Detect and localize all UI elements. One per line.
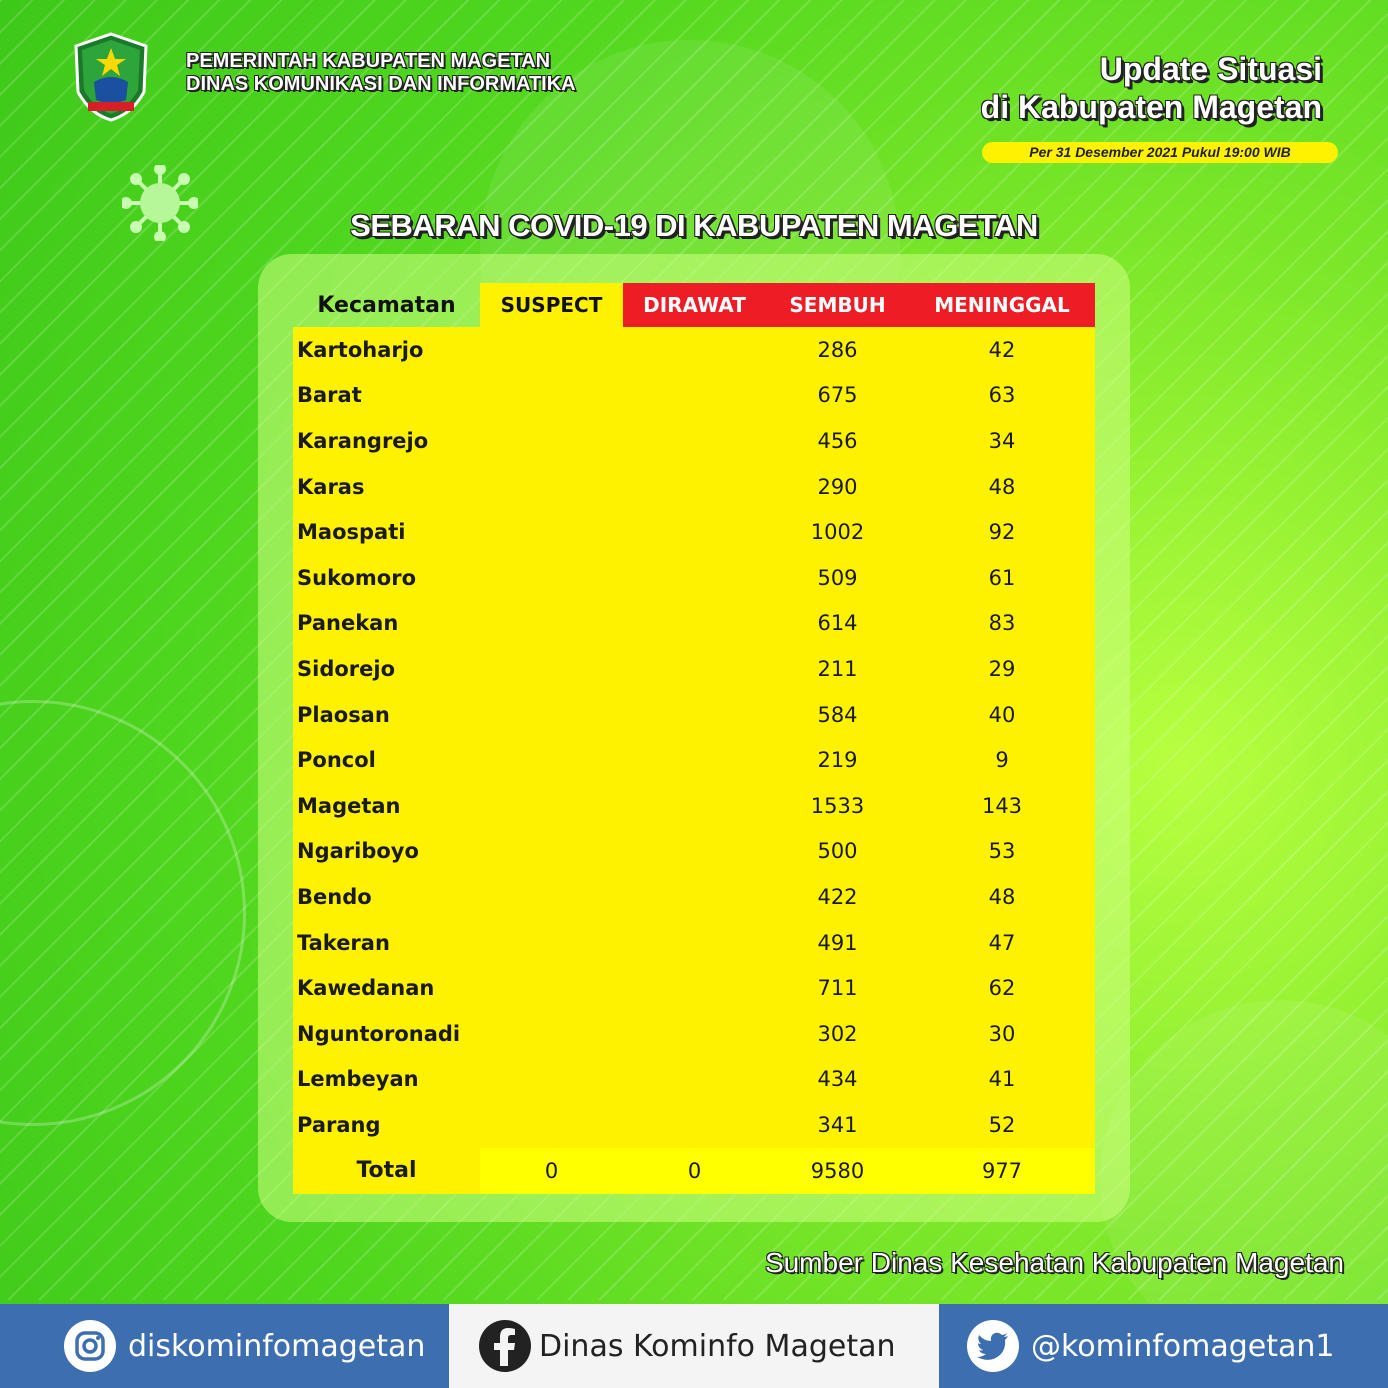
cell-suspect <box>480 829 623 875</box>
cell-meninggal: 48 <box>909 464 1095 510</box>
cell-dirawat <box>623 737 766 783</box>
cell-sembuh: 302 <box>766 1011 909 1057</box>
cell-suspect <box>480 601 623 647</box>
twitter-icon <box>967 1320 1019 1372</box>
table-row <box>293 920 1095 966</box>
cell-sembuh: 675 <box>766 373 909 419</box>
cell-sembuh: 509 <box>766 555 909 601</box>
cell-kecamatan: Ngariboyo <box>293 829 480 875</box>
org-line-1: PEMERINTAH KABUPATEN MAGETAN <box>186 50 551 72</box>
cell-suspect <box>480 1011 623 1057</box>
cell-meninggal: 9 <box>909 737 1095 783</box>
cell-meninggal: 29 <box>909 646 1095 692</box>
cell-meninggal: 30 <box>909 1011 1095 1057</box>
cell-sembuh: 456 <box>766 418 909 464</box>
cell-sembuh: 614 <box>766 601 909 647</box>
cell-suspect <box>480 965 623 1011</box>
facebook-icon <box>479 1320 531 1372</box>
cell-kecamatan: Sukomoro <box>293 555 480 601</box>
cell-dirawat <box>623 1057 766 1103</box>
update-heading <box>981 50 1322 126</box>
facebook-page-name: Dinas Kominfo Magetan <box>539 1328 896 1364</box>
cell-sembuh: 1002 <box>766 509 909 555</box>
cell-suspect <box>480 418 623 464</box>
header-meninggal: MENINGGAL <box>909 283 1095 327</box>
header-suspect: SUSPECT <box>480 283 623 327</box>
cell-dirawat <box>623 646 766 692</box>
update-line-1: Update Situasi <box>1099 51 1322 87</box>
table-row <box>293 601 1095 647</box>
cell-dirawat <box>623 874 766 920</box>
cell-meninggal: 42 <box>909 327 1095 373</box>
magetan-emblem-logo <box>72 32 150 122</box>
table-row <box>293 692 1095 738</box>
header-sembuh: SEMBUH <box>766 283 909 327</box>
cell-kecamatan: Lembeyan <box>293 1057 480 1103</box>
update-line-2: di Kabupaten Magetan <box>980 89 1322 125</box>
cell-meninggal: 92 <box>909 509 1095 555</box>
cell-meninggal: 40 <box>909 692 1095 738</box>
cell-meninggal: 61 <box>909 555 1095 601</box>
cell-sembuh: 711 <box>766 965 909 1011</box>
cell-kecamatan: Sidorejo <box>293 646 480 692</box>
header-dirawat: DIRAWAT <box>623 283 766 327</box>
cell-dirawat <box>623 1102 766 1148</box>
data-source: Sumber Dinas Kesehatan Kabupaten Magetan <box>764 1247 1344 1278</box>
table-row <box>293 373 1095 419</box>
cell-dirawat <box>623 1011 766 1057</box>
cell-dirawat <box>623 829 766 875</box>
cell-sembuh: 286 <box>766 327 909 373</box>
cell-dirawat <box>623 965 766 1011</box>
covid-table <box>293 283 1095 1194</box>
cell-kecamatan: Magetan <box>293 783 480 829</box>
table-row <box>293 509 1095 555</box>
cell-kecamatan: Karas <box>293 464 480 510</box>
cell-suspect <box>480 373 623 419</box>
table-header-row <box>293 283 1095 327</box>
table-row <box>293 327 1095 373</box>
cell-sembuh: 584 <box>766 692 909 738</box>
cell-meninggal: 34 <box>909 418 1095 464</box>
table-row <box>293 874 1095 920</box>
cell-suspect <box>480 646 623 692</box>
cell-sembuh: 290 <box>766 464 909 510</box>
cell-suspect <box>480 327 623 373</box>
total-dirawat: 0 <box>623 1148 766 1194</box>
table-body <box>293 327 1095 1148</box>
cell-dirawat <box>623 327 766 373</box>
cell-meninggal: 63 <box>909 373 1095 419</box>
cell-kecamatan: Parang <box>293 1102 480 1148</box>
social-footer <box>0 1304 1388 1388</box>
cell-suspect <box>480 555 623 601</box>
cell-suspect <box>480 1057 623 1103</box>
facebook-link[interactable] <box>449 1304 939 1388</box>
org-line-2: DINAS KOMUNIKASI DAN INFORMATIKA <box>186 73 576 95</box>
cell-suspect <box>480 464 623 510</box>
table-row <box>293 1057 1095 1103</box>
cell-meninggal: 52 <box>909 1102 1095 1148</box>
cell-kecamatan: Karangrejo <box>293 418 480 464</box>
cell-dirawat <box>623 783 766 829</box>
table-row <box>293 1011 1095 1057</box>
table-row <box>293 646 1095 692</box>
table-row <box>293 737 1095 783</box>
cell-suspect <box>480 1102 623 1148</box>
cell-sembuh: 211 <box>766 646 909 692</box>
cell-dirawat <box>623 555 766 601</box>
table-row <box>293 464 1095 510</box>
total-suspect: 0 <box>480 1148 623 1194</box>
cell-meninggal: 62 <box>909 965 1095 1011</box>
cell-kecamatan: Maospati <box>293 509 480 555</box>
date-badge: Per 31 Desember 2021 Pukul 19:00 WIB <box>982 142 1338 163</box>
cell-kecamatan: Panekan <box>293 601 480 647</box>
cell-sembuh: 1533 <box>766 783 909 829</box>
cell-meninggal: 83 <box>909 601 1095 647</box>
cell-kecamatan: Nguntoronadi <box>293 1011 480 1057</box>
cell-dirawat <box>623 464 766 510</box>
header-kecamatan: Kecamatan <box>317 292 456 318</box>
cell-sembuh: 500 <box>766 829 909 875</box>
table-row <box>293 555 1095 601</box>
cell-kecamatan: Barat <box>293 373 480 419</box>
cell-kecamatan: Kartoharjo <box>293 327 480 373</box>
cell-kecamatan: Bendo <box>293 874 480 920</box>
cell-dirawat <box>623 692 766 738</box>
cell-sembuh: 219 <box>766 737 909 783</box>
cell-kecamatan: Poncol <box>293 737 480 783</box>
table-row <box>293 783 1095 829</box>
cell-meninggal: 48 <box>909 874 1095 920</box>
twitter-link[interactable] <box>939 1304 1388 1388</box>
instagram-icon <box>64 1320 116 1372</box>
cell-dirawat <box>623 373 766 419</box>
cell-kecamatan: Plaosan <box>293 692 480 738</box>
table-row <box>293 418 1095 464</box>
cell-dirawat <box>623 601 766 647</box>
page-title: SEBARAN COVID-19 DI KABUPATEN MAGETAN <box>350 208 1038 243</box>
cell-sembuh: 341 <box>766 1102 909 1148</box>
cell-suspect <box>480 737 623 783</box>
cell-suspect <box>480 509 623 555</box>
table-row <box>293 1102 1095 1148</box>
cell-suspect <box>480 920 623 966</box>
cell-dirawat <box>623 509 766 555</box>
cell-meninggal: 143 <box>909 783 1095 829</box>
cell-dirawat <box>623 920 766 966</box>
total-sembuh: 9580 <box>766 1148 909 1194</box>
cell-kecamatan: Kawedanan <box>293 965 480 1011</box>
twitter-handle: @kominfomagetan1 <box>1031 1328 1335 1364</box>
total-meninggal: 977 <box>909 1148 1095 1194</box>
cell-sembuh: 422 <box>766 874 909 920</box>
cell-kecamatan: Takeran <box>293 920 480 966</box>
table-row <box>293 829 1095 875</box>
table-row <box>293 965 1095 1011</box>
organization-name <box>186 50 576 96</box>
total-label: Total <box>293 1148 480 1194</box>
cell-dirawat <box>623 418 766 464</box>
cell-suspect <box>480 692 623 738</box>
cell-sembuh: 434 <box>766 1057 909 1103</box>
cell-meninggal: 41 <box>909 1057 1095 1103</box>
cell-suspect <box>480 783 623 829</box>
instagram-handle: diskominfomagetan <box>128 1328 426 1364</box>
cell-suspect <box>480 874 623 920</box>
total-row <box>293 1148 1095 1194</box>
cell-sembuh: 491 <box>766 920 909 966</box>
cell-meninggal: 47 <box>909 920 1095 966</box>
instagram-link[interactable] <box>0 1304 449 1388</box>
cell-meninggal: 53 <box>909 829 1095 875</box>
